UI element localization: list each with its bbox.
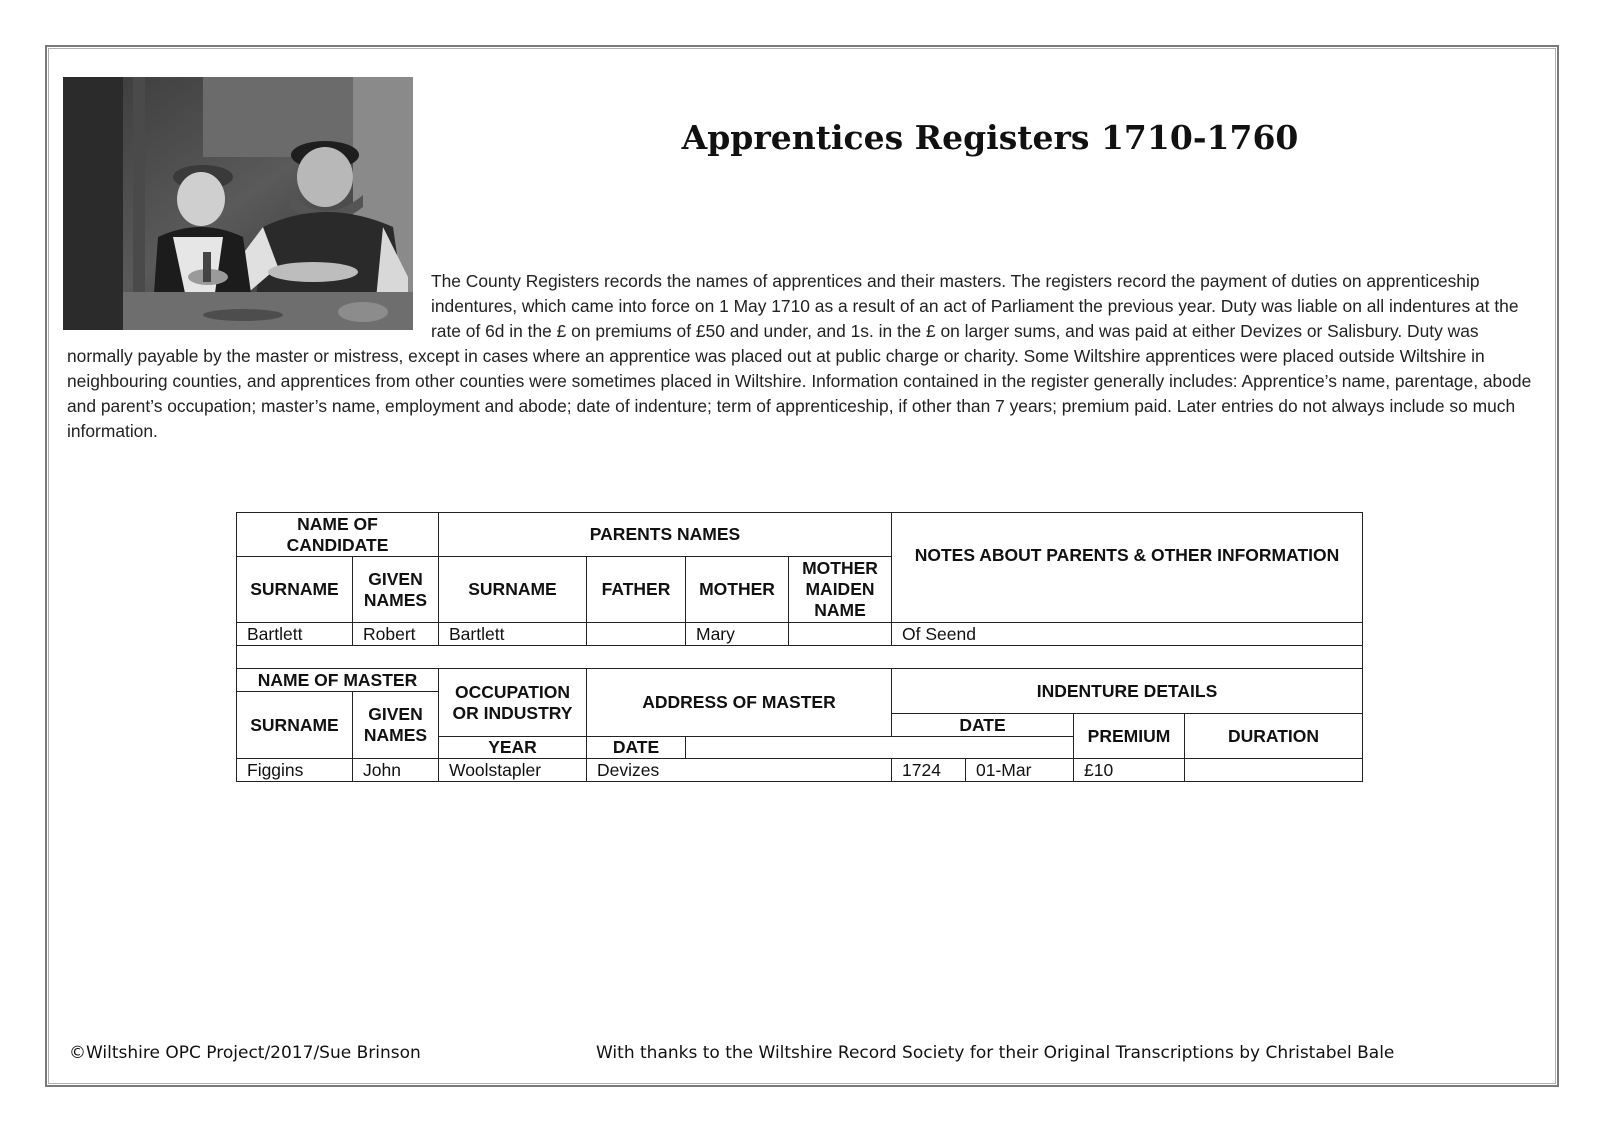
candidate-given-names: Robert	[353, 623, 439, 646]
indenture-date: 01-Mar	[966, 759, 1074, 782]
master-row	[237, 759, 1363, 782]
spacer-cell	[237, 646, 1363, 669]
header-father: FATHER	[587, 557, 686, 623]
header-duration: DURATION	[1185, 714, 1363, 759]
header-name-of-master: NAME OF MASTER	[237, 669, 439, 692]
header-indenture-details: INDENTURE DETAILS	[892, 669, 1363, 714]
header-date-sub: DATE	[587, 737, 686, 759]
candidate-notes: Of Seend	[892, 623, 1363, 646]
candidate-mother: Mary	[686, 623, 789, 646]
indenture-premium: £10	[1074, 759, 1185, 782]
header-parent-surname: SURNAME	[439, 557, 587, 623]
master-given-names: John	[353, 759, 439, 782]
page-title: Apprentices Registers 1710-1760	[681, 118, 1299, 157]
header-premium: PREMIUM	[1074, 714, 1185, 759]
header-candidate-surname: SURNAME	[237, 557, 353, 623]
indenture-year: 1724	[892, 759, 966, 782]
header-name-of-candidate: NAME OF CANDIDATE	[237, 513, 439, 557]
spacer-row	[237, 646, 1363, 669]
master-occupation: Woolstapler	[439, 759, 587, 782]
header-occupation: OCCUPATION OR INDUSTRY	[439, 669, 587, 737]
candidate-row	[237, 623, 1363, 646]
header-notes: NOTES ABOUT PARENTS & OTHER INFORMATION	[892, 513, 1363, 623]
header-mother: MOTHER	[686, 557, 789, 623]
indenture-duration	[1185, 759, 1363, 782]
intro-text: The County Registers records the names of apprentices and their masters. The registers record the payment of duties on apprenticeship indentures, which came into force on 1 May 1710 as a result of an act of Parliament the previous year. Duty was liable on all indentures at the rate of 6d in the £ on premiums of £50 and under, and 1s. in the £ on larger sums, and was paid at either Devizes or Salisbury. Duty was normally payable by the master or mistress, except in cases where an apprentice was placed out at public charge or charity. Some Wiltshire apprentices were placed outside Wiltshire in neighbouring counties, and apprentices from other counties were sometimes placed in Wiltshire. Information contained in the register generally includes: Apprentice’s name, parentage, abode and parent’s occupation; master’s name, employment and abode; date of indenture; term of apprenticeship, if other than 7 years; premium paid. Later entries do not always include so much information.	[67, 271, 1532, 441]
header-master-surname: SURNAME	[237, 692, 353, 759]
footer-copyright: ©Wiltshire OPC Project/2017/Sue Brinson	[69, 1043, 421, 1063]
apprentice-register-table	[236, 512, 1363, 782]
intro-paragraph	[67, 269, 1537, 444]
header-address-of-master: ADDRESS OF MASTER	[587, 669, 892, 737]
candidate-mother-maiden-name	[789, 623, 892, 646]
footer-thanks: With thanks to the Wiltshire Record Society for their Original Transcriptions by Christabel Bale	[596, 1043, 1395, 1063]
candidate-parent-surname: Bartlett	[439, 623, 587, 646]
header-master-given-names: GIVEN NAMES	[353, 692, 439, 759]
master-address: Devizes	[587, 759, 892, 782]
header-candidate-given-names: GIVEN NAMES	[353, 557, 439, 623]
candidate-father	[587, 623, 686, 646]
header-date: DATE	[892, 714, 1074, 737]
header-parents-names: PARENTS NAMES	[439, 513, 892, 557]
header-mother-maiden-name: MOTHER MAIDEN NAME	[789, 557, 892, 623]
master-surname: Figgins	[237, 759, 353, 782]
header-year: YEAR	[439, 737, 587, 759]
photo-wrap-spacer	[67, 269, 431, 344]
candidate-surname: Bartlett	[237, 623, 353, 646]
